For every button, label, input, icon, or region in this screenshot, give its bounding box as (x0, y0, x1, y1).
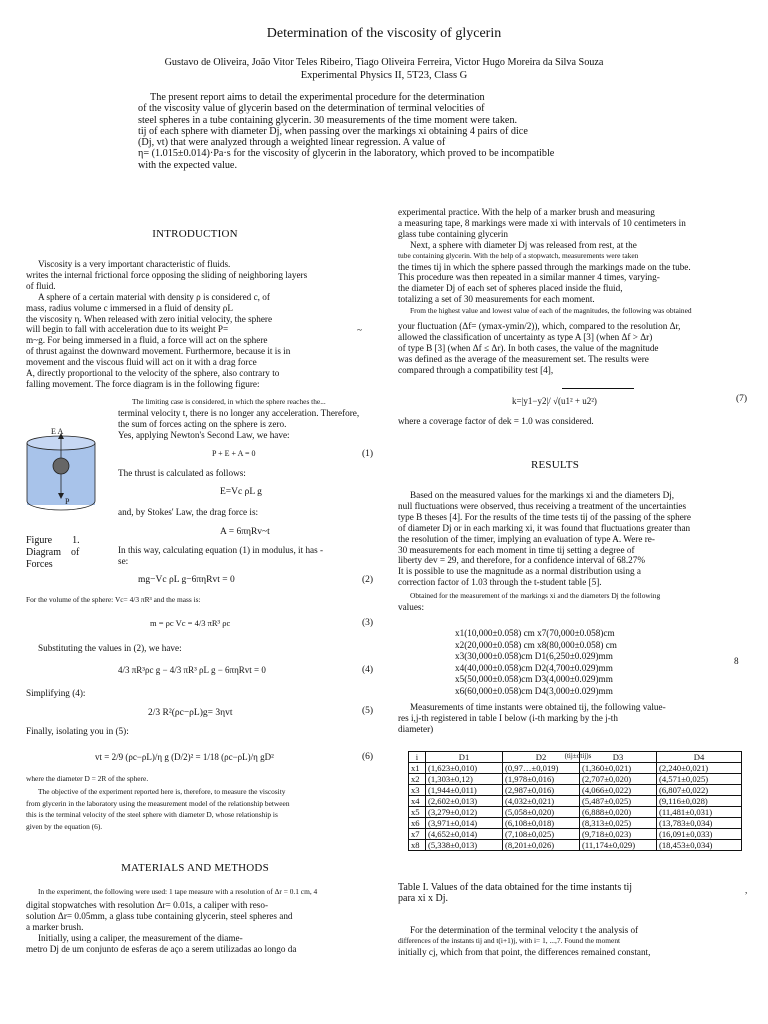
table-caption-comma: , (745, 885, 748, 895)
table-cell: (0,97…±0,019) (503, 763, 580, 774)
table-row (409, 774, 742, 785)
final-line: For the determination of the terminal velocity t the analysis of (410, 925, 639, 935)
table-header-cell: D3 (580, 752, 657, 763)
abstract (138, 92, 598, 171)
marking-line: x1(10,000±0.058) cm x7(70,000±0.058)cm (455, 628, 615, 638)
table-cell: (3,971±0,014) (426, 818, 503, 829)
paper-title: Determination of the viscosity of glycerin (266, 26, 502, 41)
coverage-text: where a coverage factor of dek = 1.0 was considered. (398, 416, 594, 426)
sphere (53, 458, 69, 474)
table-cell: (16,091±0,033) (657, 829, 742, 840)
methods-cont-line: of type B [3] (when Δf ≤ Δr). In both cases, the value of the magnitude (398, 342, 659, 353)
table-cell: (1,978±0,016) (503, 774, 580, 785)
table-cell: (18,453±0,034) (657, 840, 742, 851)
table-header-cell: i (409, 752, 426, 763)
table-caption (398, 883, 632, 905)
table-row (409, 829, 742, 840)
table-cell: (1,623±0,010) (426, 763, 503, 774)
methods-cont-line: the diameter Dj of each set of spheres placed inside the fluid, (398, 283, 623, 294)
results-line: correction factor of 1.03 through the t-student table [5]. (398, 577, 602, 588)
figure-caption-line: Diagram of (26, 547, 80, 558)
equation-5: 2/3 R²(ρc−ρL)g= 3ηvt (148, 708, 233, 718)
methods-cont-line: totalizing a set of 30 measurements for each moment. (398, 294, 595, 305)
terminal-line: the sum of forces acting on the sphere is zero. (118, 418, 287, 429)
methods-line: a marker brush. (26, 921, 84, 932)
stokes-text: and, by Stokes' Law, the drag force is: (118, 507, 259, 517)
time-text (398, 702, 738, 735)
table-cell: (9,718±0,023) (580, 829, 657, 840)
terminal-text (118, 408, 368, 441)
data-table-wrap (408, 751, 742, 851)
terminal-line: terminal velocity t, there is no longer any acceleration. Therefore, (118, 408, 360, 418)
table-cell: (5,338±0,013) (426, 840, 503, 851)
table-row-label: x3 (409, 785, 426, 796)
modulus-line: se: (118, 555, 129, 566)
results-heading: RESULTS (530, 459, 580, 471)
table-cell: (1,360±0,021) (580, 763, 657, 774)
table-row (409, 763, 742, 774)
table-row-label: x8 (409, 840, 426, 851)
results-line: null fluctuations were observed, thus receiving a treatment of the uncertainties (398, 500, 687, 511)
table-row-label: x7 (409, 829, 426, 840)
substituting-text: Substituting the values in (2), we have: (38, 643, 182, 653)
author-block (60, 56, 708, 82)
results-line: the resolution of the timer, implying an evaluation of type A. Were re- (398, 533, 655, 544)
abstract-line: steel spheres in a tube containing glycerin. 30 measurements of the time moment were taken. (138, 114, 518, 126)
data-table (408, 751, 742, 851)
equation-6-number: (6) (362, 752, 374, 762)
objective-line: from glycerin in the laboratory using the measurement model of the relationship between (26, 798, 290, 808)
objective-text (26, 786, 372, 832)
side-number: 8 (734, 656, 739, 666)
final-text (398, 925, 738, 958)
methods-cont-line: This procedure was then repeated in a similar manner 4 times, varying- (398, 272, 660, 283)
figure-caption-line: Forces (26, 559, 53, 570)
table-row-label: x4 (409, 796, 426, 807)
table-cell: (6,807±0,022) (657, 785, 742, 796)
fig-label-ea: E A (51, 427, 64, 436)
table-cell: (2,602±0,013) (426, 796, 503, 807)
marking-line: x6(60,000±0.058)cm D4(3,000±0.029)mm (455, 685, 613, 696)
intro-line: movement and the viscous fluid will act on it with a drag force (26, 357, 257, 368)
table-cell: (4,066±0,022) (580, 785, 657, 796)
equation-2-number: (2) (362, 575, 374, 585)
results-line: It is possible to use the magnitude as a normal distribution using a (398, 566, 641, 577)
intro-line: of thrust against the downward movement. Furthermore, because it is in (26, 346, 291, 357)
intro-line: of fluid. (26, 280, 56, 291)
results-line: of diameter Dj or in each marking xi, it was found that fluctuations greater than (398, 522, 691, 533)
table-header-row (409, 752, 742, 763)
methods-line: digital stopwatches with resolution Δr= 0.01s, a caliper with reso- (26, 899, 269, 910)
table-cell: (6,108±0,018) (503, 818, 580, 829)
affiliation: Experimental Physics II, 5T23, Class G (300, 70, 468, 81)
table-cell: (4,571±0,025) (657, 774, 742, 785)
methods-cont-line: allowed the classification of uncertainty as type A [3] (when Δf > Δr) (398, 331, 653, 342)
figure-caption-line: Figure 1. (26, 535, 80, 546)
table-top-caption: (tij±σtij)s (564, 752, 592, 760)
objective-line: given by the equation (6). (26, 821, 103, 831)
force-diagram-svg (24, 423, 104, 523)
volume-text: For the volume of the sphere: Vc= 4/3 πR³ and the mass is: (26, 595, 201, 604)
table-header-cell: D2 (503, 752, 580, 763)
results-line: liberty dev = 29, and therefore, for a confidence interval of 68.27% (398, 555, 646, 566)
equation-1: P + E + A = 0 (212, 449, 256, 458)
table-cell: (11,174±0,029) (580, 840, 657, 851)
figure-caption (26, 535, 106, 571)
intro-line: the viscosity η. When released with zero initial velocity, the sphere (26, 313, 273, 324)
table-cell: (6,888±0,020) (580, 807, 657, 818)
table-row (409, 785, 742, 796)
table-cell: (1,303±0,12) (426, 774, 503, 785)
equation-2: mg−Vc ρL g−6πηRvt = 0 (138, 575, 235, 585)
table-cell: (5,487±0,025) (580, 796, 657, 807)
simplifying-text: Simplifying (4): (26, 688, 86, 698)
introduction-text (26, 259, 366, 390)
equation-3-number: (3) (362, 618, 374, 628)
intro-line: m~g. For being immersed in a fluid, a force will act on the sphere (26, 335, 268, 346)
methods-line: metro Dj de um conjunto de esferas de aço a serem utilizadas ao longo da (26, 943, 297, 954)
results-line: Based on the measured values for the markings xi and the diameters Dj, (410, 490, 675, 500)
objective-line: The objective of the experiment reported here is, therefore, to measure the viscosity (38, 787, 286, 796)
thrust-text: The thrust is calculated as follows: (118, 468, 246, 478)
fig-label-p: P (65, 497, 70, 506)
marking-line: x4(40,000±0.058)cm D2(4,700±0.029)mm (455, 662, 613, 673)
methods-cont-line: the times tij in which the sphere passed through the markings made on the tube. (398, 261, 691, 272)
final-line: initially cj, which from that point, the differences remained constant, (398, 946, 651, 957)
marking-line: x5(50,000±0.058)cm D3(4,000±0.029)mm (455, 674, 613, 684)
isolating-text: Finally, isolating you in (5): (26, 726, 129, 736)
abstract-line: η= (1.015±0.014)·Pa·s for the viscosity of glycerin in the laboratory, which proved to be incompatible (138, 148, 555, 160)
table-cell: (2,707±0,020) (580, 774, 657, 785)
modulus-line: In this way, calculating equation (1) in modulus, it has - (118, 545, 324, 555)
intro-line: writes the internal frictional force opposing the sliding of neighboring layers (26, 269, 308, 280)
table-row (409, 796, 742, 807)
abstract-line: The present report aims to detail the experimental procedure for the determination (150, 92, 485, 103)
methods-cont-line: a measuring tape, 8 markings were made xi with intervals of 10 centimeters in (398, 217, 686, 228)
methods-cont-line: glass tube containing glycerin (398, 228, 508, 239)
marking-line: x2(20,000±0.058) cm x8(80,000±0.058) cm (455, 639, 617, 650)
time-line: diameter) (398, 723, 434, 734)
methods-cont-line: your fluctuation (Δf= (ymax-ymin/2)), which, compared to the resolution Δr, (398, 321, 681, 332)
methods-cont-line: tube containing glycerin. With the help of a stopwatch, measurements were taken (398, 250, 639, 260)
table-cell: (3,279±0,012) (426, 807, 503, 818)
table-caption-line: Table I. Values of the data obtained for the time instants tij (398, 882, 633, 893)
results-line: type B theses [4]. For the results of the time tests tij of the passing of the sphere (398, 511, 691, 522)
equation-thrust: E=Vc ρL g (220, 487, 262, 497)
equation-4-number: (4) (362, 665, 374, 675)
table-header-cell: D1 (426, 752, 503, 763)
table-row (409, 840, 742, 851)
table-row-label: x2 (409, 774, 426, 785)
equation-1-number: (1) (362, 449, 374, 459)
intro-line: falling movement. The force diagram is in the following figure: (26, 378, 260, 389)
table-cell: (2,240±0,021) (657, 763, 742, 774)
equation-6: vt = 2/9 (ρc−ρL)/η g (D/2)² = 1/18 (ρc−ρL)/η gD² (95, 752, 274, 762)
diameter-note: where the diameter D = 2R of the sphere. (26, 774, 149, 783)
table-cell: (8,201±0,026) (503, 840, 580, 851)
abstract-line: (Dj, vt) that were analyzed through a weighted linear regression. A value of (138, 137, 446, 149)
equation-drag: A = 6πηRv~t (220, 527, 270, 537)
authors: Gustavo de Oliveira, João Vitor Teles Ribeiro, Tiago Oliveira Ferreira, Victor Hugo Moreira da Silva Souza (164, 57, 604, 68)
methods-line: In the experiment, the following were used: 1 tape measure with a resolution of Δr = 0.1 cm, 4 (38, 887, 318, 896)
methods-cont-line: From the highest value and lowest value of each of the magnitudes, the following was obtained (410, 306, 692, 316)
table-cell: (8,313±0,025) (580, 818, 657, 829)
table-cell: (9,116±0,028) (657, 796, 742, 807)
table-cell: (4,652±0,014) (426, 829, 503, 840)
methods-cont-line: Next, a sphere with diameter Dj was released from rest, at the (410, 239, 637, 250)
equation-5-number: (5) (362, 706, 374, 716)
abstract-line: tij of each sphere with diameter Dj, when passing over the markings xi obtaining 4 pairs of dice (138, 125, 528, 137)
methods-cont-line: was defined as the average of the measurement set. The results were (398, 353, 649, 364)
markings-list (455, 628, 695, 697)
results-line: values: (398, 602, 425, 613)
tilde-mark: ~ (357, 325, 362, 335)
table-cell: (7,108±0,025) (503, 829, 580, 840)
results-line: 30 measurements for each moment in time tij setting a degree of (398, 544, 635, 555)
equation-4: 4/3 πR³ρc g − 4/3 πR³ ρL g − 6πηRvt = 0 (118, 665, 266, 675)
results-text (398, 490, 738, 613)
table-cell: (2,987±0,016) (503, 785, 580, 796)
table-cell: (5,058±0,020) (503, 807, 580, 818)
equation-7-number: (7) (736, 394, 748, 404)
table-row-label: x1 (409, 763, 426, 774)
table-cell: (13,783±0,034) (657, 818, 742, 829)
modulus-text (118, 545, 366, 567)
table-row-label: x5 (409, 807, 426, 818)
abstract-line: of the viscosity value of glycerin based on the determination of terminal velocities of (138, 103, 485, 115)
methods-text (26, 887, 372, 954)
table-cell: (4,032±0,021) (503, 796, 580, 807)
table-row (409, 807, 742, 818)
introduction-heading: INTRODUCTION (152, 228, 238, 240)
table-cell: (1,944±0,011) (426, 785, 503, 796)
intro-line: Viscosity is a very important characteristic of fluids. (38, 259, 231, 269)
intro-line: A, directly proportional to the velocity of the sphere, also contrary to (26, 368, 280, 379)
limiting-case: The limiting case is considered, in which the sphere reaches the... (132, 397, 326, 406)
methods-continued (398, 207, 738, 376)
table-caption-line: para xi x Dj. (398, 892, 448, 904)
intro-line: mass, radius volume c immersed in a fluid of density ρL (26, 302, 233, 313)
abstract-line: with the expected value. (138, 159, 238, 171)
equation-7: k=|y1−y2|/ √(u1² + u2²) (512, 396, 597, 406)
fraction-bar (562, 388, 634, 389)
time-line: Measurements of time instants were obtained tij, the following value- (410, 702, 666, 712)
table-cell: (11,481±0,031) (657, 807, 742, 818)
results-line: Obtained for the measurement of the markings xi and the diameters Dj the following (410, 591, 661, 601)
methods-cont-line: compared through a compatibility test [4], (398, 364, 554, 375)
final-line: differences of the instants tij and t(i+1)j, with i= 1, ...,7. Found the moment (398, 935, 621, 945)
equation-3: m = ρc Vc = 4/3 πR³ ρc (150, 618, 231, 628)
intro-line: will begin to fall with acceleration due to its weight P= (26, 324, 229, 335)
terminal-line: Yes, applying Newton's Second Law, we have: (118, 429, 290, 440)
time-line: res i,j-th registered in table I below (i-th marking by the j-th (398, 712, 618, 723)
methods-line: Initially, using a caliper, the measurement of the diame- (38, 932, 243, 943)
objective-line: this is the terminal velocity of the steel sphere with diameter D, whose relationship is (26, 810, 278, 819)
intro-line: A sphere of a certain material with density ρ is considered c, of (38, 291, 270, 302)
table-row-label: x6 (409, 818, 426, 829)
methods-heading: MATERIALS AND METHODS (121, 862, 269, 874)
table-header-cell: D4 (657, 752, 742, 763)
force-diagram (24, 423, 104, 523)
methods-line: solution Δr= 0.05mm, a glass tube containing glycerin, steel spheres and (26, 910, 293, 921)
table-row (409, 818, 742, 829)
methods-cont-line: experimental practice. With the help of a marker brush and measuring (398, 207, 655, 217)
marking-line: x3(30,000±0.058)cm D1(6,250±0.029)mm (455, 651, 613, 661)
